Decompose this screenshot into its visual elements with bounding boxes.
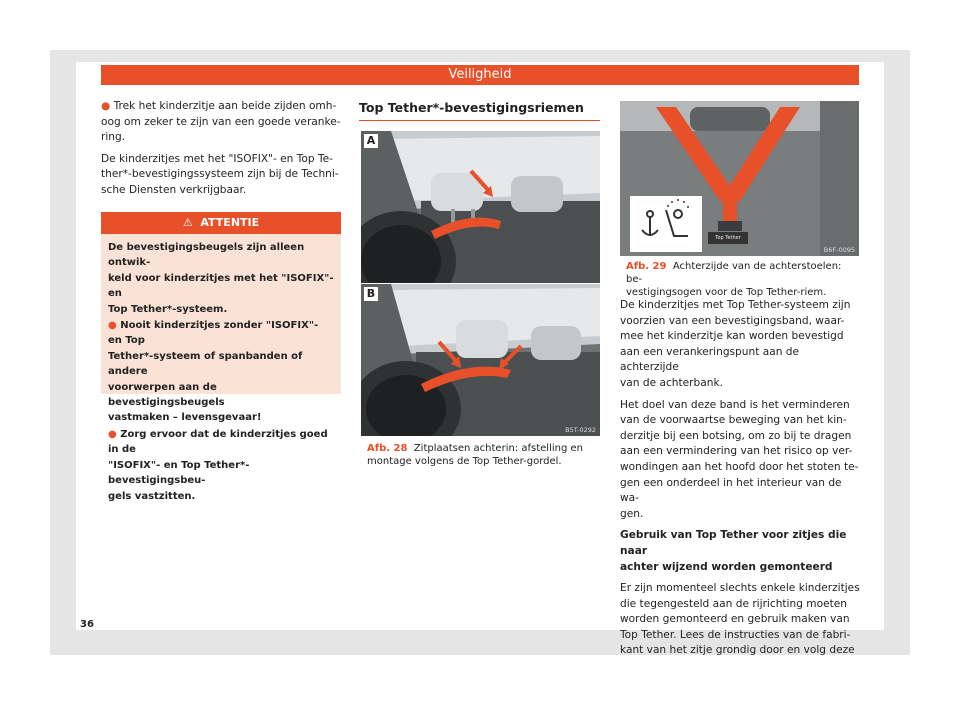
figure-code: B6F-0095 (823, 246, 855, 254)
right-column-text (620, 298, 860, 665)
section-header: Veiligheid (101, 65, 859, 85)
figure-a-rear-seats (361, 131, 600, 283)
warning-body (101, 234, 341, 504)
anchor-icon (630, 196, 702, 252)
warning-title: ATTENTIE (200, 216, 260, 229)
paragraph-1: De kinderzitjes met Top Tether-systeem zijn voorzien van een bevestigingsband, waar- mee het kinderzitje kan worden bevestigd aan een verankeringspunt aan de achterzijde van de achterbank. (620, 299, 851, 389)
bullet-line-1: ● Trek het kinderzitje aan beide zijden omh- (101, 100, 337, 112)
bullet-paragraph (101, 99, 341, 146)
figure-28-caption: Afb. 28 Zitplaatsen achterin: afstelling en montage volgens de Top Tether-gordel. (367, 443, 583, 467)
figure-b-label: B (364, 287, 378, 301)
warning-header (101, 212, 341, 234)
top-tether-label: Top Tether (708, 232, 748, 244)
paragraph-2: Het doel van deze band is het verminderen van de voorwaartse beweging van het kin- derzitje bij een botsing, om zo bij te dragen aan een vermindering van het risico op ver- wondingen aan het hoofd door het stoten te- gen een onderdeel in het interieur van de wa- gen. (620, 398, 859, 520)
warning-box (101, 212, 341, 502)
paragraph-3: Er zijn momenteel slechts enkele kinderzitjes die tegengesteld aan de rijrichting moeten worden gemonteerd en gebruik maken van Top Tether. Lees de instructies van de fabri- kant van het zitje grondig door en volg deze (620, 582, 860, 657)
page-number: 36 (80, 619, 94, 630)
bullet-icon: ● (101, 100, 111, 112)
section-rule (359, 120, 600, 121)
figure-b-rear-seats (361, 284, 600, 436)
availability-paragraph: De kinderzitjes met het "ISOFIX"- en Top Te- ther*-bevestigingssysteem zijn bij de Techni- sche Diensten verkrijgbaar. (101, 152, 339, 196)
figure-a-label: A (364, 134, 378, 148)
caption-number: Afb. 29 (626, 261, 667, 272)
left-column (101, 99, 341, 205)
caption-number: Afb. 28 (367, 443, 408, 454)
figure-b-illustration (361, 284, 600, 436)
figure-code: B5T-0292 (565, 426, 596, 434)
warning-intro: De bevestigingsbeugels zijn alleen ontwik- keld voor kinderzitjes met het "ISOFIX"- en Top Tether*-systeem. (108, 242, 334, 315)
warning-item-2: ● Zorg ervoor dat de kinderzitjes goed in de "ISOFIX"- en Top Tether*-bevestigingsbeu- gels vastzitten. (108, 428, 328, 502)
child-seat-anchor-symbol (630, 196, 702, 252)
figure-a-illustration (361, 131, 600, 283)
warning-triangle-icon: ⚠ (182, 216, 193, 229)
bullet-icon: ● (108, 320, 117, 332)
section-title: Top Tether*-bevestigingsriemen (359, 100, 584, 115)
warning-item-1: ● Nooit kinderzitjes zonder "ISOFIX"- en Top Tether*-systeem of spanbanden of andere voorwerpen aan de bevestigingsbeugels vastmaken – levensgevaar! (108, 320, 319, 424)
bullet-line-2: oog om zeker te zijn van een goede veranke- (101, 115, 341, 128)
figure-29-caption: Afb. 29 Achterzijde van de achterstoelen: be- vestigingsogen voor de Top Tether-riem. (626, 261, 842, 298)
subheading: Gebruik van Top Tether voor zitjes die naar achter wijzend worden gemonteerd (620, 529, 847, 573)
bullet-line-3: ring. (101, 131, 126, 144)
bullet-icon: ● (108, 428, 117, 440)
